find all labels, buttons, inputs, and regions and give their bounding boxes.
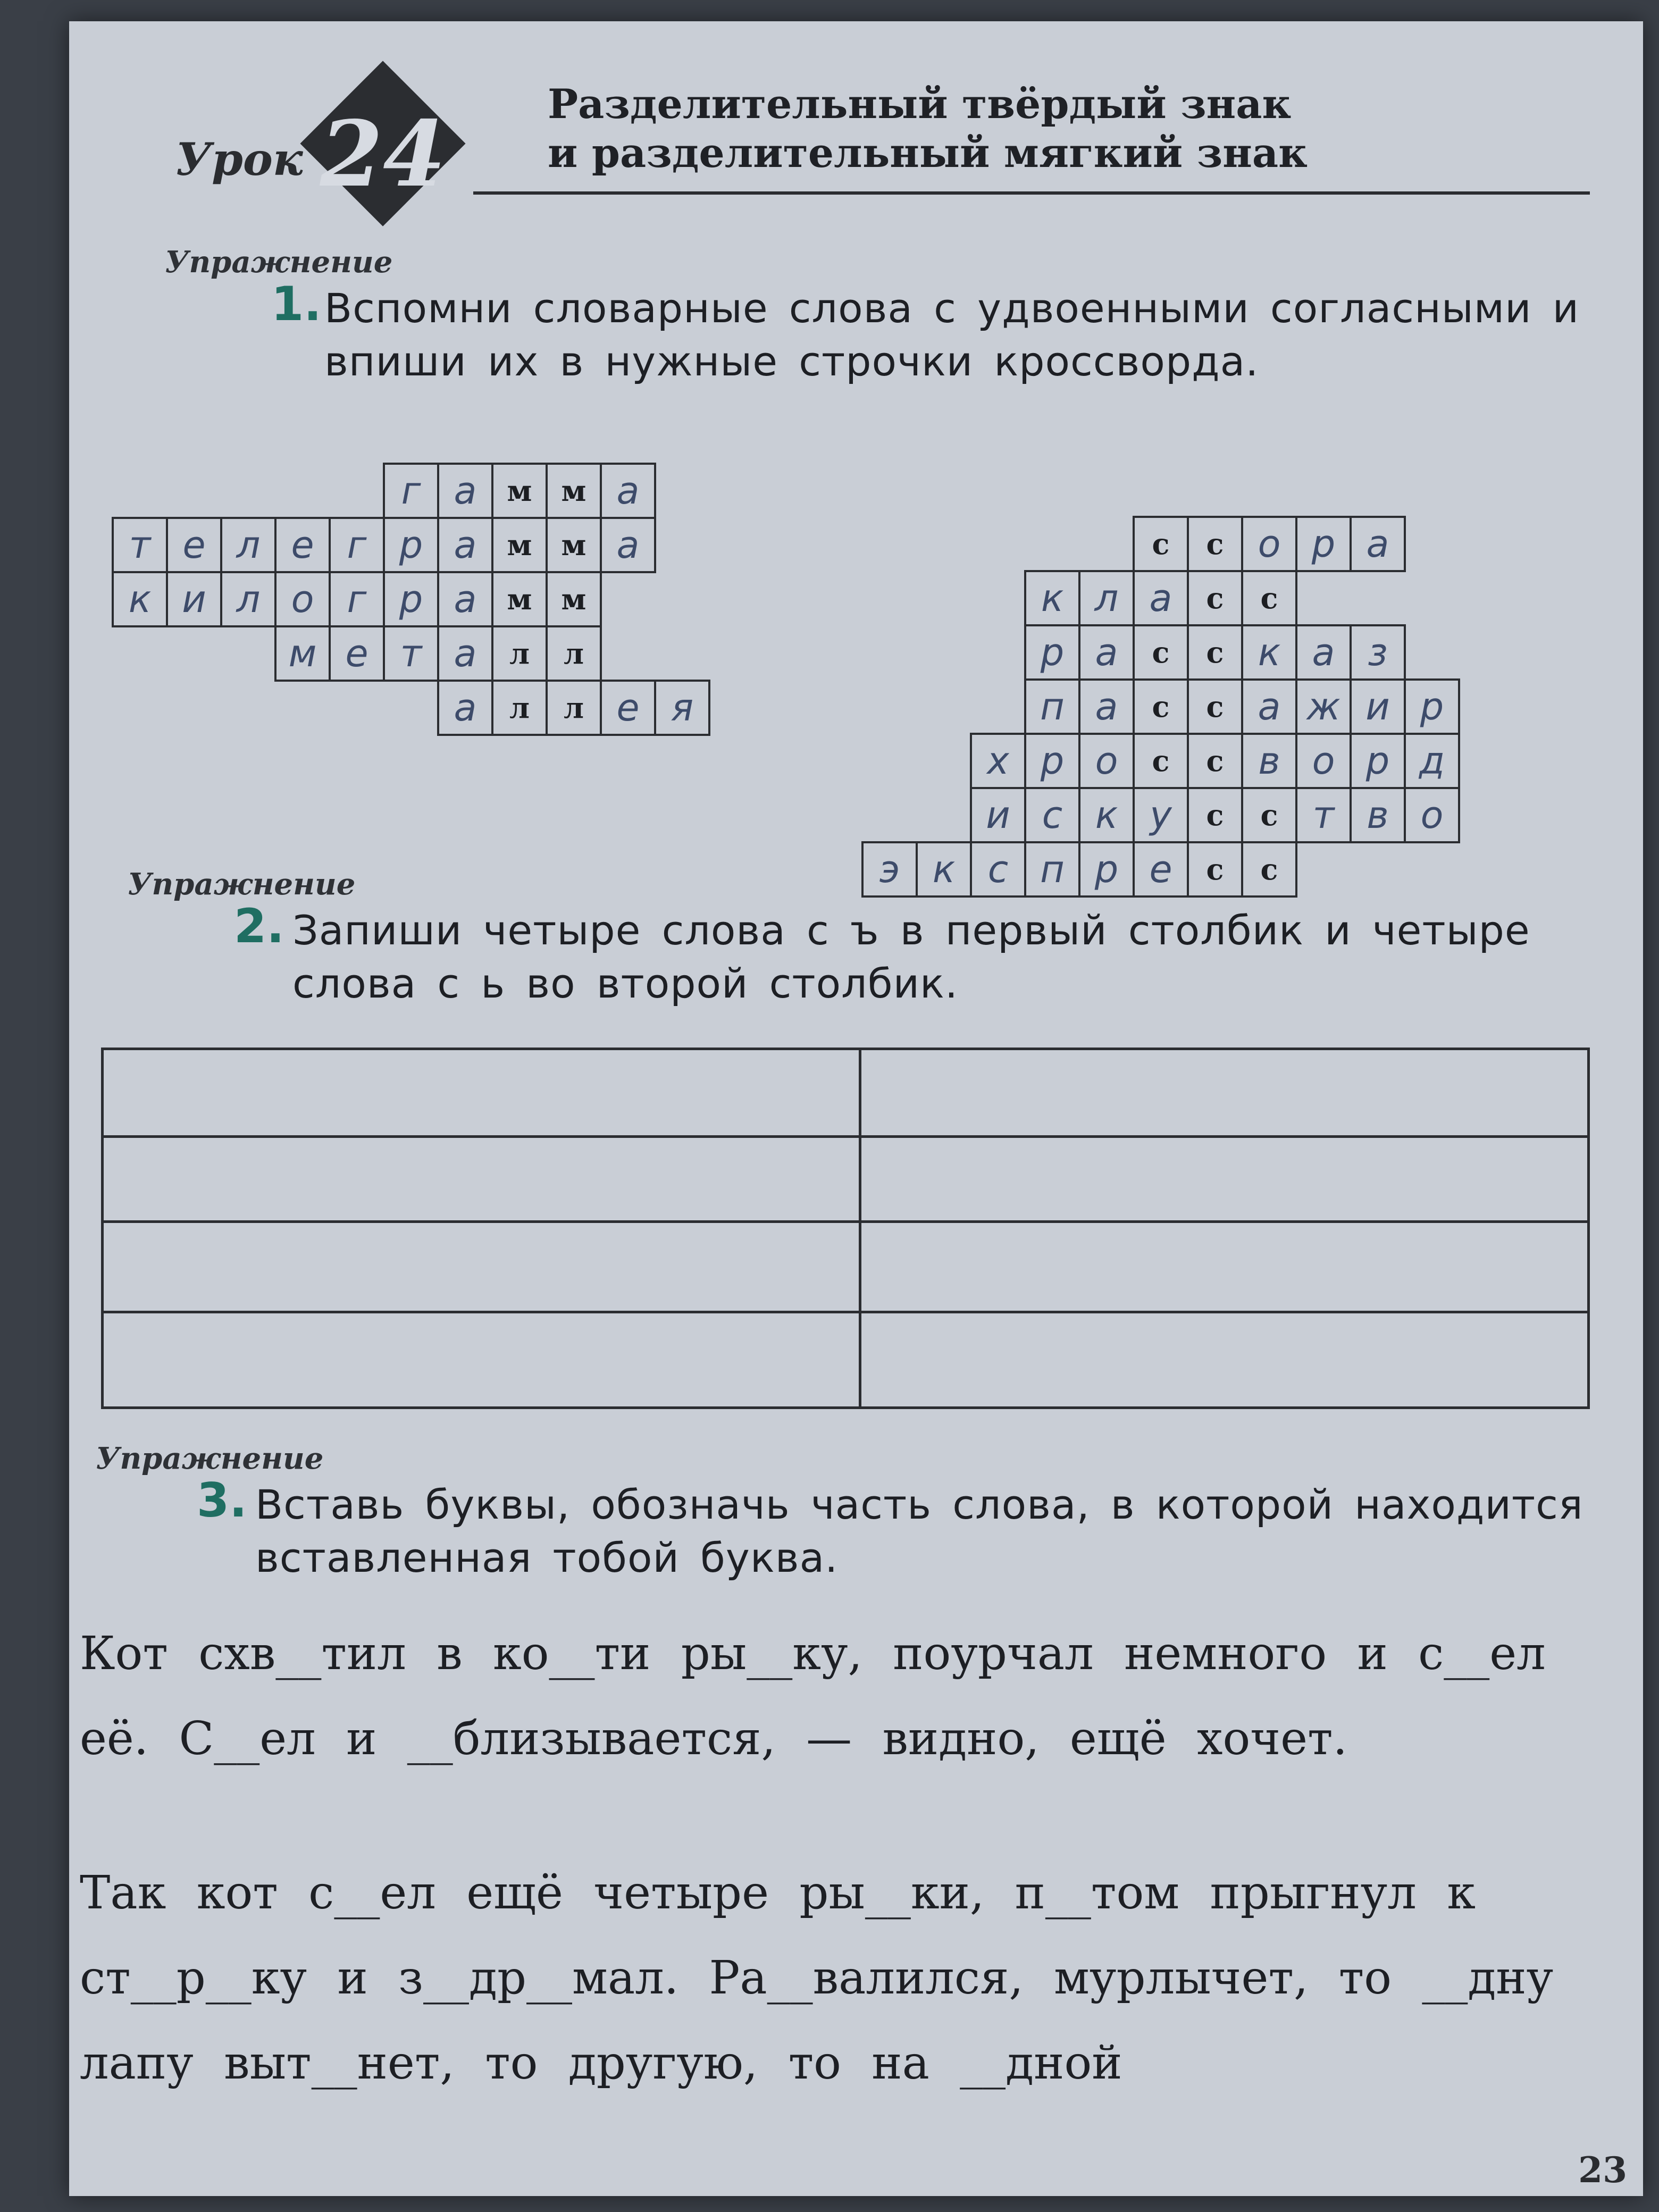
handwritten-letter: д — [1419, 739, 1445, 783]
title-line-2: и разделительный мягкий знак — [548, 129, 1308, 177]
handwritten-letter: т — [400, 632, 422, 675]
crossword-left-cell[interactable] — [274, 517, 331, 573]
answer-table-row-line — [104, 1135, 1587, 1138]
handwritten-letter: г — [401, 469, 421, 513]
handwritten-letter: т — [129, 523, 151, 567]
handwritten-letter: а — [1095, 685, 1118, 728]
crossword-right-cell[interactable] — [1187, 678, 1243, 735]
printed-letter: с — [1152, 635, 1170, 669]
crossword-right-cell[interactable] — [1078, 733, 1135, 789]
handwritten-letter: а — [1149, 576, 1172, 620]
crossword-right-cell[interactable] — [1133, 678, 1189, 735]
crossword-right-cell[interactable] — [970, 733, 1026, 789]
handwritten-letter: г — [347, 577, 367, 621]
crossword-right-cell[interactable] — [1295, 516, 1352, 572]
handwritten-letter: х — [987, 739, 1009, 783]
crossword-left-cell[interactable] — [220, 571, 276, 627]
exercise-2-number: 2. — [234, 899, 284, 953]
crossword-right-cell[interactable] — [1133, 516, 1189, 572]
crossword-left-cell[interactable] — [220, 517, 276, 573]
exercise-3-number: 3. — [197, 1473, 247, 1528]
crossword-right-cell[interactable] — [1024, 678, 1080, 735]
handwritten-letter: в — [1258, 739, 1280, 783]
crossword-left-cell[interactable] — [437, 680, 493, 736]
handwritten-letter: а — [454, 686, 477, 730]
handwritten-letter: р — [1040, 739, 1065, 783]
crossword-left-cell[interactable] — [383, 571, 439, 627]
crossword-right-cell[interactable] — [1241, 516, 1297, 572]
handwritten-letter: з — [1368, 631, 1388, 674]
crossword-left-cell[interactable] — [546, 571, 602, 627]
crossword-right-cell[interactable] — [1404, 787, 1460, 843]
handwritten-letter: р — [399, 523, 423, 567]
exercise-3-paragraph-2: Так кот с__ел ещё четыре ры__ки, п__том прыгнул к ст__р__ку и з__др__мал. Ра__валился, мурлычет, то __дну лапу выт__нет, то другую, то на __дной — [80, 1866, 1554, 2090]
crossword-right-cell[interactable] — [970, 841, 1026, 898]
handwritten-letter: т — [1312, 793, 1335, 837]
crossword-left-cell[interactable] — [274, 571, 331, 627]
printed-letter: с — [1152, 744, 1170, 778]
crossword-left-cell[interactable] — [600, 517, 656, 573]
crossword-left-cell[interactable] — [437, 517, 493, 573]
crossword-left-cell[interactable] — [329, 571, 385, 627]
handwritten-letter: е — [291, 523, 314, 567]
handwritten-letter: е — [345, 632, 368, 675]
crossword-right-cell[interactable] — [1350, 733, 1406, 789]
handwritten-letter: и — [182, 577, 206, 621]
exercise-1-text: Вспомни словарные слова с удвоенными согласными и впиши их в нужные строчки кроссворда. — [324, 284, 1580, 385]
crossword-right-cell[interactable] — [970, 787, 1026, 843]
printed-letter: с — [1206, 744, 1224, 778]
crossword-left-cell[interactable] — [112, 571, 168, 627]
crossword-left-cell[interactable] — [329, 625, 385, 682]
handwritten-letter: в — [1367, 793, 1389, 837]
printed-letter: м — [507, 474, 532, 508]
handwritten-letter: о — [291, 577, 314, 621]
crossword-left-cell[interactable] — [491, 625, 548, 682]
exercise-2-label: Упражнение — [128, 867, 356, 902]
crossword-right-cell[interactable] — [1350, 787, 1406, 843]
handwritten-letter: р — [1365, 739, 1390, 783]
crossword-right-cell[interactable] — [1024, 570, 1080, 626]
crossword-right-cell[interactable] — [1241, 787, 1297, 843]
printed-letter: с — [1206, 690, 1224, 724]
crossword-right-cell[interactable] — [1133, 624, 1189, 681]
crossword-right-cell[interactable] — [1295, 787, 1352, 843]
crossword-right-cell[interactable] — [1295, 733, 1352, 789]
handwritten-letter: э — [879, 848, 900, 891]
printed-letter: с — [1260, 798, 1278, 832]
crossword-left-cell[interactable] — [383, 625, 439, 682]
handwritten-letter: м — [288, 632, 317, 675]
handwritten-letter: г — [347, 523, 367, 567]
handwritten-letter: л — [1094, 576, 1119, 620]
printed-letter: с — [1206, 635, 1224, 669]
crossword-left-cell[interactable] — [546, 680, 602, 736]
handwritten-letter: л — [236, 577, 261, 621]
answer-table[interactable] — [101, 1048, 1590, 1409]
crossword-right-cell[interactable] — [1133, 787, 1189, 843]
printed-letter: с — [1206, 798, 1224, 832]
handwritten-letter: о — [1312, 739, 1335, 783]
crossword-left-cell[interactable] — [491, 463, 548, 519]
crossword-right-cell[interactable] — [1241, 624, 1297, 681]
crossword-left-cell[interactable] — [383, 517, 439, 573]
crossword-left-cell[interactable] — [112, 517, 168, 573]
crossword-right-cell[interactable] — [1241, 570, 1297, 626]
handwritten-letter: р — [1420, 685, 1444, 728]
title-line-1: Разделительный твёрдый знак — [548, 80, 1292, 128]
crossword-right-cell[interactable] — [1187, 624, 1243, 681]
handwritten-letter: р — [399, 577, 423, 621]
crossword-left-cell[interactable] — [491, 571, 548, 627]
printed-letter: с — [1260, 852, 1278, 886]
crossword-right-cell[interactable] — [1241, 841, 1297, 898]
handwritten-letter: и — [1365, 685, 1390, 728]
handwritten-letter: и — [986, 793, 1010, 837]
handwritten-letter: е — [182, 523, 206, 567]
crossword-left-cell[interactable] — [491, 517, 548, 573]
handwritten-letter: с — [987, 848, 1009, 891]
crossword-right-cell[interactable] — [1024, 787, 1080, 843]
crossword-right-cell[interactable] — [916, 841, 972, 898]
lesson-number: 24 — [320, 101, 446, 207]
printed-letter: с — [1152, 527, 1170, 561]
printed-letter: л — [563, 691, 584, 725]
handwritten-letter: а — [454, 632, 477, 675]
handwritten-letter: а — [1366, 522, 1389, 566]
crossword-left-cell[interactable] — [437, 463, 493, 519]
crossword-left-cell[interactable] — [166, 517, 222, 573]
crossword-right-cell[interactable] — [1133, 841, 1189, 898]
crossword-left-cell[interactable] — [654, 680, 710, 736]
crossword-left-cell[interactable] — [437, 625, 493, 682]
crossword-right-cell[interactable] — [1350, 516, 1406, 572]
handwritten-letter: у — [1150, 793, 1172, 837]
handwritten-letter: а — [616, 469, 640, 513]
handwritten-letter: к — [1258, 631, 1281, 674]
handwritten-letter: к — [932, 848, 956, 891]
crossword-right-cell[interactable] — [1024, 733, 1080, 789]
handwritten-letter: к — [1095, 793, 1118, 837]
crossword-right-cell[interactable] — [1133, 733, 1189, 789]
printed-letter: м — [507, 528, 532, 562]
handwritten-letter: к — [1041, 576, 1064, 620]
crossword-left-cell[interactable] — [600, 680, 656, 736]
printed-letter: м — [561, 528, 586, 562]
crossword-left-cell[interactable] — [546, 517, 602, 573]
answer-table-row-line — [104, 1220, 1587, 1223]
exercise-3-text: Вставь буквы, обозначь часть слова, в которой находится вставленная тобой буква. — [255, 1481, 1583, 1581]
handwritten-letter: р — [1311, 522, 1336, 566]
printed-letter: м — [507, 582, 532, 616]
handwritten-letter: о — [1420, 793, 1444, 837]
exercise-2-text: Запиши четыре слова с ъ в первый столбик и четыре слова с ь во второй столбик. — [292, 907, 1530, 1007]
crossword-left-cell[interactable] — [491, 680, 548, 736]
handwritten-letter: ж — [1306, 685, 1340, 728]
printed-letter: л — [509, 636, 530, 671]
crossword-left-cell[interactable] — [437, 571, 493, 627]
handwritten-letter: а — [1258, 685, 1281, 728]
printed-letter: с — [1206, 852, 1224, 886]
handwritten-letter: а — [1095, 631, 1118, 674]
printed-letter: с — [1206, 581, 1224, 615]
lesson-word: Урок — [175, 133, 303, 186]
crossword-right-cell[interactable] — [1187, 516, 1243, 572]
handwritten-letter: а — [616, 523, 640, 567]
handwritten-letter: а — [454, 577, 477, 621]
handwritten-letter: я — [671, 686, 694, 730]
crossword-left-cell[interactable] — [600, 463, 656, 519]
page-number: 23 — [1578, 2149, 1627, 2191]
printed-letter: л — [563, 636, 584, 671]
crossword-right-cell[interactable] — [861, 841, 918, 898]
crossword-right-cell[interactable] — [1078, 841, 1135, 898]
crossword-right-cell[interactable] — [1187, 570, 1243, 626]
printed-letter: м — [561, 474, 586, 508]
handwritten-letter: р — [1040, 631, 1065, 674]
exercise-1-number: 1. — [271, 276, 322, 331]
printed-letter: м — [561, 582, 586, 616]
printed-letter: с — [1260, 581, 1278, 615]
crossword-left-cell[interactable] — [546, 463, 602, 519]
crossword-right-cell[interactable] — [1078, 787, 1135, 843]
handwritten-letter: к — [128, 577, 152, 621]
crossword-left-cell[interactable] — [329, 517, 385, 573]
exercise-3-paragraph-1: Кот схв__тил в ко__ти ры__ку, поурчал немного и с__ел её. С__ел и __близывается, — видно, ещё хочет. — [80, 1627, 1546, 1765]
exercise-1-label: Упражнение — [165, 245, 393, 280]
crossword-right-cell[interactable] — [1350, 678, 1406, 735]
handwritten-letter: п — [1040, 848, 1065, 891]
answer-table-divider — [859, 1050, 861, 1406]
page-title — [548, 80, 1558, 178]
workbook-page — [69, 21, 1643, 2196]
crossword-right-cell[interactable] — [1187, 787, 1243, 843]
crossword-right-cell[interactable] — [1295, 678, 1352, 735]
handwritten-letter: е — [616, 686, 640, 730]
handwritten-letter: л — [236, 523, 261, 567]
handwritten-letter: р — [1094, 848, 1119, 891]
crossword-right-cell[interactable] — [1187, 841, 1243, 898]
crossword-left-cell[interactable] — [383, 463, 439, 519]
printed-letter: с — [1206, 527, 1224, 561]
crossword-right-cell[interactable] — [1404, 678, 1460, 735]
crossword-right-cell[interactable] — [1133, 570, 1189, 626]
crossword-right-cell[interactable] — [1350, 624, 1406, 681]
crossword-right-cell[interactable] — [1078, 570, 1135, 626]
crossword-right-cell[interactable] — [1078, 624, 1135, 681]
handwritten-letter: с — [1042, 793, 1063, 837]
printed-letter: л — [509, 691, 530, 725]
handwritten-letter: а — [454, 523, 477, 567]
title-rule — [473, 191, 1590, 195]
crossword-right-cell[interactable] — [1241, 733, 1297, 789]
crossword-left-cell[interactable] — [274, 625, 331, 682]
crossword-right-cell[interactable] — [1187, 733, 1243, 789]
crossword-left-cell[interactable] — [546, 625, 602, 682]
crossword-right-cell[interactable] — [1295, 624, 1352, 681]
crossword-right-cell[interactable] — [1078, 678, 1135, 735]
handwritten-letter: а — [454, 469, 477, 513]
exercise-3-label: Упражнение — [96, 1441, 324, 1476]
handwritten-letter: п — [1040, 685, 1065, 728]
handwritten-letter: а — [1312, 631, 1335, 674]
handwritten-letter: о — [1258, 522, 1281, 566]
crossword-right-cell[interactable] — [1024, 624, 1080, 681]
printed-letter: с — [1152, 690, 1170, 724]
crossword-right-cell[interactable] — [1241, 678, 1297, 735]
answer-table-row-line — [104, 1311, 1587, 1313]
crossword-right-cell[interactable] — [1404, 733, 1460, 789]
handwritten-letter: е — [1149, 848, 1172, 891]
crossword-left-cell[interactable] — [166, 571, 222, 627]
crossword-right-cell[interactable] — [1024, 841, 1080, 898]
handwritten-letter: о — [1095, 739, 1118, 783]
